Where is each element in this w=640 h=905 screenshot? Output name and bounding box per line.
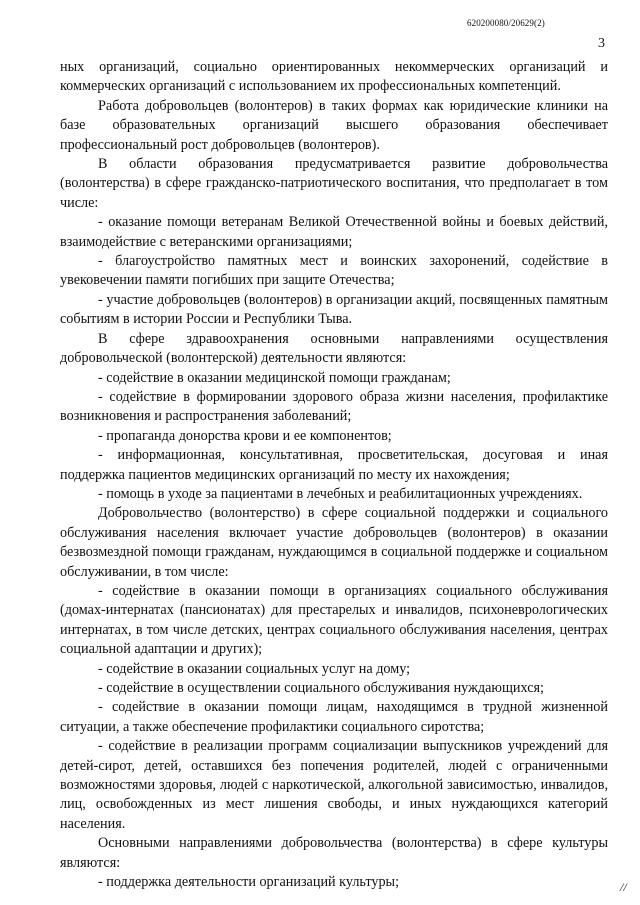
paragraph: ных организаций, социально ориентированных некоммерческих организаций и коммерческих организаций с использованием их профессиональных компетенций. xyxy=(60,59,608,95)
page-number: 3 xyxy=(598,36,605,51)
handwritten-mark: // xyxy=(620,880,627,894)
list-item: - содействие в оказании помощи в организациях социального обслуживания (домах-интернатах (пансионатах) для престарелых и инвалидов, психоневрологических интернатах, в том числе детских, центрах социального обслуживания населения, центрах социальной адаптации и других); xyxy=(60,582,608,658)
paragraph: Добровольчество (волонтерство) в сфере социальной поддержки и социального обслуживания населения включает участие добровольцев (волонтеров) в оказании безвозмездной помощи гражданам, нуждающимся в социальной поддержке и социальном обслуживании, в том числе: xyxy=(60,505,608,580)
list-item: - пропаганда донорства крови и ее компонентов; xyxy=(98,427,392,444)
list-item: - участие добровольцев (волонтеров) в организации акций, посвященных памятным событиям в истории России и Республики Тыва. xyxy=(60,291,608,328)
list-item: - благоустройство памятных мест и воинских захоронений, содействие в увековечении памяти погибших при защите Отечества; xyxy=(60,253,608,289)
list-item: - содействие в реализации программ социализации выпускников учреждений для детей-сирот, детей, оставшихся без попечения родителей, людей с ограниченными возможностями здоровья, людей с наркотической, алкогольной зависимостью, инвалидов, лиц, освобожденных из мест лишения свободы, и иных нуждающихся категорий населения. xyxy=(60,738,608,832)
list-item: - помощь в уходе за пациентами в лечебных и реабилитационных учреждениях. xyxy=(98,485,583,502)
list-item: - содействие в оказании медицинской помощи гражданам; xyxy=(98,369,451,386)
list-item: - содействие в формировании здорового образа жизни населения, профилактике возникновения и распространения заболеваний; xyxy=(60,388,608,425)
paragraph: В сфере здравоохранения основными направлениями осуществления добровольческой (волонтерской) деятельности являются: xyxy=(60,330,608,367)
list-item: - поддержка деятельности организаций культуры; xyxy=(98,874,400,891)
list-item: - содействие в оказании помощи лицам, находящимся в трудной жизненной ситуации, а также обеспечение профилактики социального сиротства; xyxy=(60,699,608,735)
document-id: 620200080/20629(2) xyxy=(467,18,545,28)
paragraph: Работа добровольцев (волонтеров) в таких формах как юридические клиники на базе образовательных организаций высшего образования обеспечивает профессиональный рост добровольцев (волонтеров). xyxy=(60,97,608,153)
list-item: - содействие в осуществлении социального обслуживания нуждающихся; xyxy=(98,680,544,696)
paragraph: Основными направлениями добровольчества (волонтерства) в сфере культуры являются: xyxy=(60,835,608,871)
paragraph: В области образования предусматривается развитие добровольчества (волонтерства) в сфере гражданско-патриотического воспитания, что предполагает в том числе: xyxy=(60,156,608,211)
list-item: - содействие в оказании социальных услуг на дому; xyxy=(98,660,411,677)
list-item: - информационная, консультативная, просветительская, досуговая и иная поддержка пациентов медицинских организаций по месту их нахождения; xyxy=(60,447,608,483)
list-item: - оказание помощи ветеранам Великой Отечественной войны и боевых действий, взаимодействие с ветеранскими организациями; xyxy=(60,214,608,250)
document-body xyxy=(60,58,608,892)
